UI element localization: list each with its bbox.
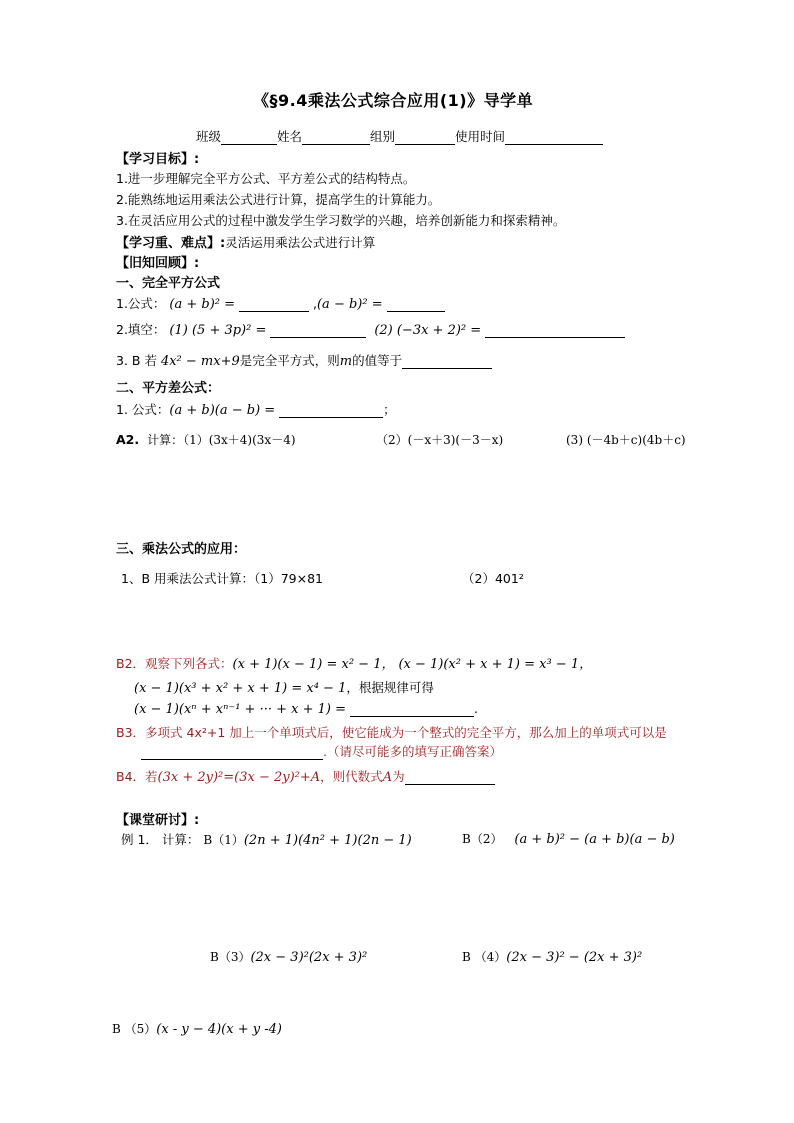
question-b2-line3: [134, 701, 478, 717]
math-expression: (2n + 1)(4n² + 1)(2n − 1): [243, 833, 412, 848]
answer-blank[interactable]: [141, 745, 323, 760]
question-label: B（2）: [462, 832, 503, 846]
question-label: 1. 公式：: [116, 402, 170, 417]
separator: ；: [383, 402, 396, 417]
question-text: ，根据规律可得: [346, 680, 434, 695]
class-label: 班级: [196, 129, 222, 144]
question-label: B （4）: [462, 950, 507, 964]
key-points-heading: 【学习重、难点】:: [116, 236, 226, 251]
question-text: .（请尽可能多的填写正确答案）: [323, 744, 502, 759]
question-text: ，则代数式: [320, 769, 383, 784]
math-expression: (x - y − 4)(x + y -4): [156, 1022, 282, 1037]
section-application: 三、乘法公式的应用：: [116, 542, 247, 557]
student-info-line: [196, 127, 603, 145]
question-a2: [116, 431, 296, 448]
math-expression: (a + b)² =: [169, 297, 236, 312]
section-perfect-square: 一、完全平方公式: [116, 276, 221, 291]
question-text: 为: [392, 769, 405, 784]
question-label: B2．观察下列各式：: [116, 656, 233, 671]
name-blank[interactable]: [302, 130, 370, 145]
math-expression: (x − 1)(x³ + x² + x + 1) = x⁴ − 1: [134, 681, 347, 696]
question-b2: [116, 653, 592, 672]
question-3: [116, 351, 492, 369]
objective-item: 1.进一步理解完全平方公式、平方差公式的结构特点。: [116, 171, 416, 186]
math-expression: (a + b)² − (a + b)(a − b): [514, 832, 675, 847]
math-expression: (3x + 2y)²=(3x − 2y)²+A: [157, 770, 321, 785]
section-difference-squares: 二、平方差公式：: [116, 381, 221, 396]
question-b1-part2: （2）401²: [462, 571, 524, 586]
math-expression: (a + b)(a − b) =: [169, 403, 276, 418]
objective-item: 2.能熟练地运用乘法公式进行计算，提高学生的计算能力。: [116, 192, 441, 207]
math-expression: (2x − 3)²(2x + 3)²: [250, 950, 368, 965]
objective-item: 3.在灵活应用公式的过程中激发学生学习数学的兴趣，培养创新能力和探索精神。: [116, 213, 566, 228]
math-expression: (x − 1)(x² + x + 1) = x³ − 1，: [398, 657, 593, 672]
math-expression: (2x − 3)² − (2x + 3)²: [506, 950, 643, 965]
group-label: 组别: [370, 129, 396, 144]
question-b4: [116, 767, 495, 785]
question-a2-part2: （2）(－x＋3)(－3－x): [376, 433, 504, 447]
math-expression: (x − 1)(xⁿ + xⁿ⁻¹ + ··· + x + 1) =: [134, 702, 346, 717]
question-label: 3. B 若: [116, 353, 157, 368]
example-1-q2: [462, 830, 675, 847]
question-label: B4．若: [116, 769, 158, 784]
question-formula-diff: [116, 400, 396, 418]
question-a2-part3: (3) (－4b＋c)(4b＋c): [566, 433, 686, 447]
question-label: B（1）: [203, 833, 244, 847]
objectives-heading: 【学习目标】:: [116, 152, 200, 167]
time-blank[interactable]: [505, 130, 603, 145]
key-points-text: 灵活运用乘法公式进行计算: [225, 235, 376, 250]
question-label: 2.填空：: [116, 322, 166, 337]
answer-blank[interactable]: [279, 403, 383, 418]
question-text: 的值等于: [352, 353, 403, 368]
question-label: B（3）: [210, 950, 251, 964]
time-label: 使用时间: [455, 129, 506, 144]
example-label: 例 1． 计算：: [121, 832, 200, 847]
question-text: 是完全平方式，则: [239, 353, 340, 368]
answer-blank[interactable]: [387, 297, 445, 312]
separator: .: [473, 701, 478, 716]
math-expression: (1) (5 + 3p)² =: [169, 323, 267, 338]
math-variable: A: [382, 770, 393, 785]
math-expression: (a − b)² =: [316, 297, 383, 312]
example-1-q5: [112, 1020, 282, 1037]
answer-blank[interactable]: [270, 323, 366, 338]
math-expression: (x + 1)(x − 1) = x² − 1，: [232, 657, 395, 672]
question-formula-1: [116, 294, 445, 312]
answer-blank[interactable]: [402, 354, 492, 369]
answer-blank[interactable]: [350, 702, 474, 717]
page-title: 《§9.4乘法公式综合应用(1)》导学单: [253, 91, 534, 110]
question-fill-2: [116, 320, 625, 338]
class-blank[interactable]: [221, 130, 277, 145]
example-1-q1: [121, 830, 412, 848]
question-label: B （5）: [112, 1022, 157, 1036]
key-points: [116, 232, 375, 251]
question-b2-line2: [134, 678, 434, 696]
question-b3: B3．多项式 4x²+1 加上一个单项式后，使它能成为一个整式的完全平方，那么加上的单项式可以是: [116, 725, 667, 740]
math-variable: m: [339, 354, 353, 369]
question-text: 计算：（1）(3x＋4)(3x－4): [147, 433, 296, 447]
separator: ,: [313, 296, 317, 311]
class-study-heading: 【课堂研讨】:: [116, 813, 200, 828]
question-b1: 1、B 用乘法公式计算：（1）79×81: [121, 571, 323, 586]
answer-blank[interactable]: [405, 770, 495, 785]
name-label: 姓名: [277, 129, 303, 144]
group-blank[interactable]: [395, 130, 455, 145]
review-heading: 【旧知回顾】:: [116, 256, 200, 271]
question-label: A2.: [116, 432, 140, 447]
math-expression: (2) (−3x + 2)² =: [374, 323, 482, 338]
question-b3-line2: [141, 742, 502, 760]
answer-blank[interactable]: [485, 323, 625, 338]
example-1-q3: [210, 948, 367, 965]
answer-blank[interactable]: [239, 297, 309, 312]
math-expression: 4x² − mx+9: [160, 354, 240, 369]
question-label: 1.公式：: [116, 296, 166, 311]
example-1-q4: [462, 948, 642, 965]
